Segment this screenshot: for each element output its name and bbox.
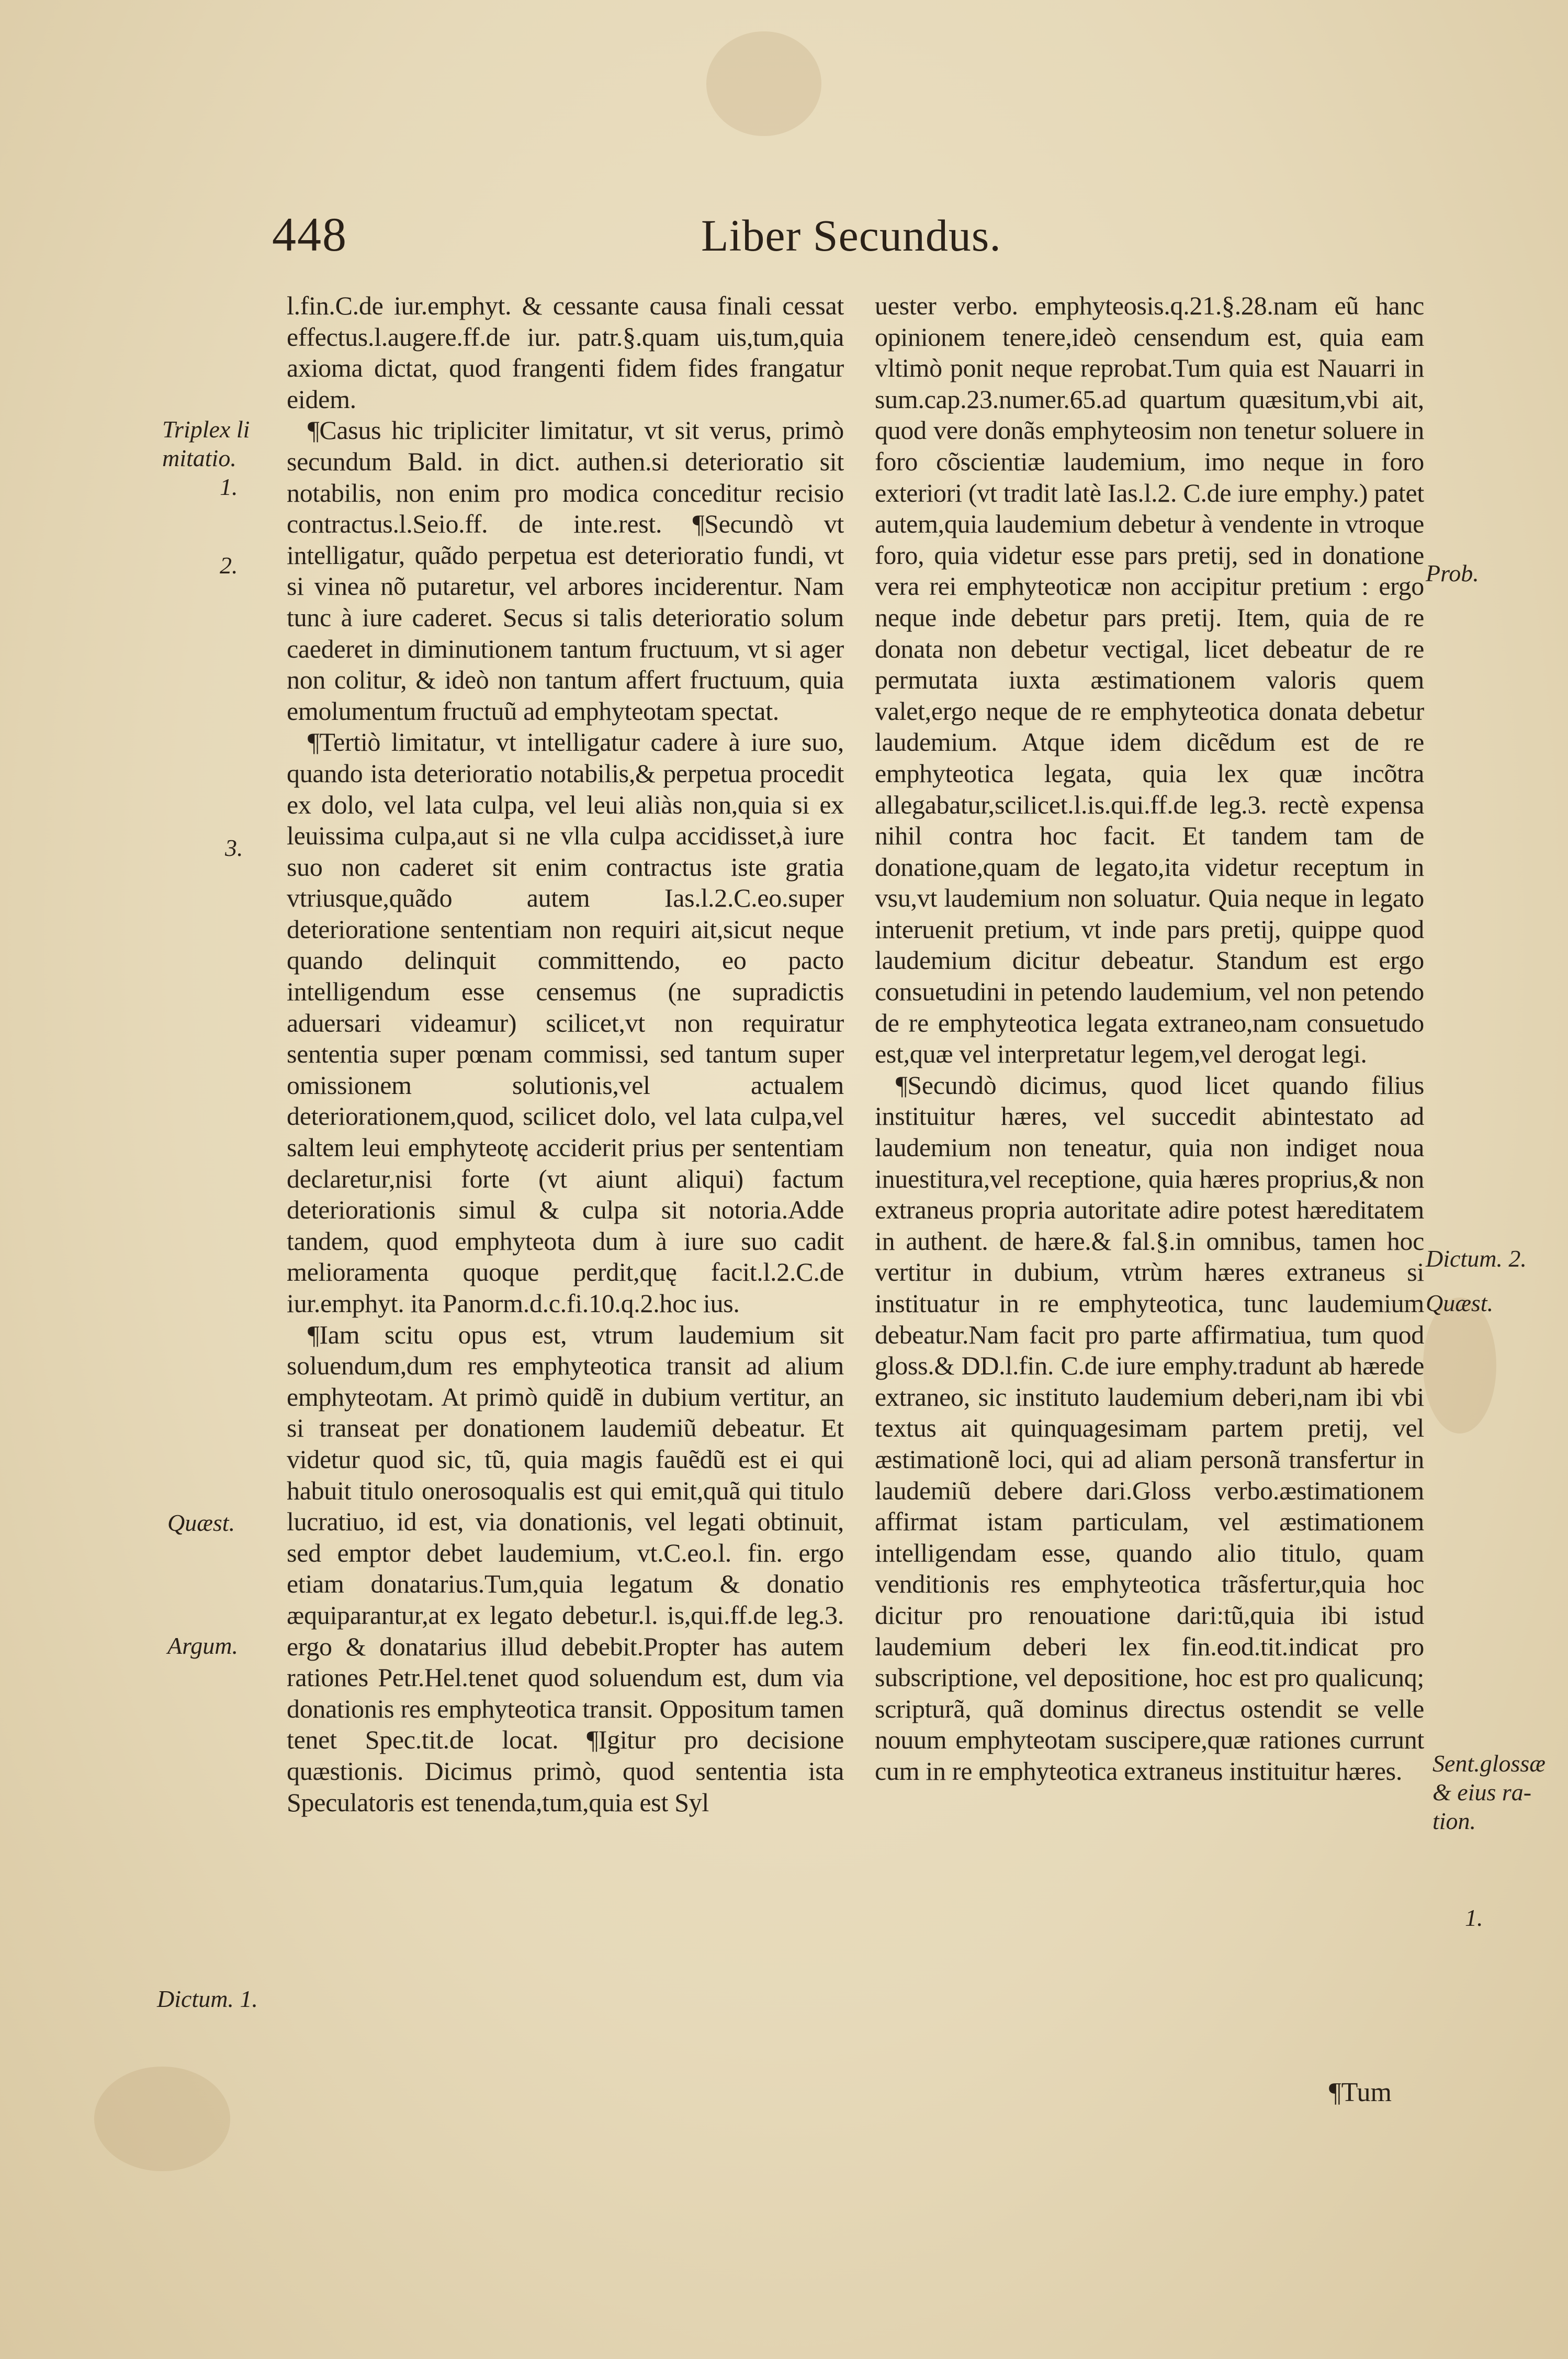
margin-note-number: 1.: [220, 473, 238, 500]
margin-note-triplex: Triplex li: [162, 416, 250, 443]
margin-note-prob: Prob.: [1426, 560, 1479, 586]
paragraph: uester verbo. emphyteosis.q.21.§.28.nam eũ hanc opinionem tenere,ideò censendum est, quia eam vltimò ponit neque reprobat.Tum quia est Nauarri in sum.cap.23.numer.65.ad quartum quæsitum,vbi ait, quod vere donãs emphyteosim non tenetur soluere in foro cõscientiæ laudemium, imo neque in foro exteriori (vt tradit latè Ias.l.2. C.de iure emphy.) patet autem,quia laudemium debetur à vendente in vtroque foro, quia videtur esse pars pretij, sed in donatione vera rei emphyteoticæ non accipitur pretium : ergo neque inde debetur pars pretij. Item, quia de re donata non debetur vectigal, licet debeatur de re permutata iuxta æstimationem valoris quem valet,ergo neque de re emphyteotica donata debetur laudemium. Atque idem dicẽdum est de re emphyteotica legata, quia lex quæ incõtra allegabatur,scilicet.l.is.qui.ff.de leg.3. rectè expensa nihil contra hoc facit. Et tandem tam de donatione,quam de legato,ita videtur receptum in vsu,vt laudemium non soluatur. Quia neque in legato interuenit pretium, vt inde pars pretij, quippe quod laudemium dicitur debeatur. Standum est ergo consuetudini in petendo laudemium, vel non petendo de re emphyteotica legata extraneo,nam consuetudo est,quæ vel interpretatur legem,vel derogat legi.: [875, 291, 1424, 1069]
margin-note-mitatio: mitatio.: [162, 445, 236, 471]
catchword: ¶Tum: [1329, 2078, 1392, 2107]
paragraph: ¶Secundò dicimus, quod licet quando filius instituitur hæres, vel succedit abintestato ad laudemium non teneatur, quia non indiget noua inuestitura,vel receptione, quia hæres proprius,& non extraneus propria autoritate adire potest hæreditatem in authent. de hære.& fal.§.in omnibus, tamen hoc vertitur in dubium, vtrùm hæres extraneus si instituatur in re emphyteotica, tunc laudemium debeatur.Nam facit pro parte affirmatiua, tum quod gloss.& DD.l.fin. C.de iure emphy.tradunt ab hærede extraneo, sic instituto laudemium deberi,nam ibi vbi textus ait quinquagesimam partem pretij, vel æstimationẽ loci, qui ad aliam personã transfertur in laudemiũ debere dari.Gloss verbo.æstimationem affirmat istam particulam, vel æstimationem intelligendam esse, quando alio titulo, quam venditionis res emphyteotica trãsfertur,quia hoc dicitur pro renouatione dari:tũ,quia ibi istud laudemium deberi lex fin.eod.tit.indicat pro subscriptione, vel depositione, hoc est pro qualicunq; scripturã, quã dominus directus ostendit se velle nouum emphyteotam suscipere,quæ rationes currunt cum in re emphyteotica extraneus instituitur hæres.: [875, 1070, 1424, 1786]
left-text-column: [287, 290, 844, 1818]
margin-note-tion: tion.: [1432, 1808, 1476, 1834]
running-title: Liber Secundus.: [701, 210, 1001, 261]
margin-note-quaest: Quæst.: [167, 1509, 235, 1536]
margin-note-et-eius: & eius ra-: [1432, 1779, 1532, 1805]
paper-stain: [94, 2067, 230, 2171]
paragraph: ¶Iam scitu opus est, vtrum laudemium sit soluendum,dum res emphyteotica transit ad alium emphyteotam. At primò quidẽ in dubium vertitur, an si transeat per donationem laudemiũ debeatur. Et videtur quod sic, tũ, quia magis fauẽdũ est ei qui habuit titulo onerosoqualis est qui emit,quã qui titulo lucratiuo, id est, via donationis, vel legati obtinuit, sed emptor debet laudemium, vt.C.eo.l. fin. ergo etiam donatarius.Tum,quia legatum & donatio æquiparantur,at ex legato debetur.l. is,qui.ff.de leg.3. ergo & donatarius illud debebit.Propter has autem rationes Petr.Hel.tenet quod soluendum est, dum via donationis res emphyteotica transit. Oppositum tamen tenet Spec.tit.de locat. ¶Igitur pro decisione quæstionis. Dicimus primò, quod sententia ista Speculatoris est tenenda,tum,quia est Syl: [287, 1319, 844, 1817]
margin-note-quaest: Quæst.: [1426, 1290, 1494, 1316]
margin-note-sent-glossae: Sent.glossæ: [1432, 1750, 1546, 1777]
page-number: 448: [272, 208, 347, 261]
paragraph: ¶Tertiò limitatur, vt intelligatur cadere à iure suo, quando ista deterioratio notabilis,& perpetua procedit ex dolo, vel lata culpa, vel leui aliàs non,quia si ex leuissima culpa,aut si ne vlla culpa accidisset,à iure suo non caderet sit enim contractus iste gratia vtriusque,quãdo autem Ias.l.2.C.eo.super deterioratione sententiam non requiri ait,sicut neque quando delinquit committendo, eo pacto intelligendum esse censemus (ne supradictis aduersari videamur) scilicet,vt non requiratur sententia super pœnam commissi, sed tantum super omissionem solutionis,vel actualem deteriorationem,quod, scilicet dolo, vel lata culpa,vel saltem leui emphyteotę acciderit prius per sententiam declaretur,nisi forte (vt aiunt aliqui) factum deteriorationis simul & culpa sit notoria.Adde tandem, quod emphyteota dum à iure suo cadit melioramenta quoque perdit,quę facit.l.2.C.de iur.emphyt. ita Panorm.d.c.fi.10.q.2.hoc ius.: [287, 727, 844, 1318]
right-text-column: [875, 290, 1424, 1787]
margin-note-dictum: Dictum. 1.: [157, 1985, 258, 2012]
margin-note-number: 1.: [1465, 1904, 1483, 1931]
margin-note-dictum: Dictum. 2.: [1426, 1245, 1527, 1272]
margin-note-number: 2.: [220, 552, 238, 579]
margin-note-number: 3.: [225, 834, 243, 861]
paper-stain: [1423, 1297, 1496, 1434]
margin-note-argum: Argum.: [167, 1632, 239, 1659]
paper-stain: [706, 31, 821, 136]
paragraph: l.fin.C.de iur.emphyt. & cessante causa finali cessat effectus.l.augere.ff.de iur. patr.§.quam uis,tum,quia axioma dictat, quod frangenti fidem fides frangatur eidem.: [287, 291, 844, 414]
paragraph: ¶Casus hic tripliciter limitatur, vt sit verus, primò secundum Bald. in dict. authen.si deterioratio sit notabilis, non enim pro modica conceditur recisio contractus.l.Seio.ff. de inte.rest. ¶Secundò vt intelligatur, quãdo perpetua est deterioratio fundi, vt si vinea nõ putaretur, vel arbores inciderentur. Nam tunc à iure caderet. Secus si talis deterioratio solum caederet in diminutionem tantum fructuum, vt si ager non colitur, & ideò non tantum affert fructuum, quia emolumentum fructuũ ad emphyteotam spectat.: [287, 415, 844, 726]
